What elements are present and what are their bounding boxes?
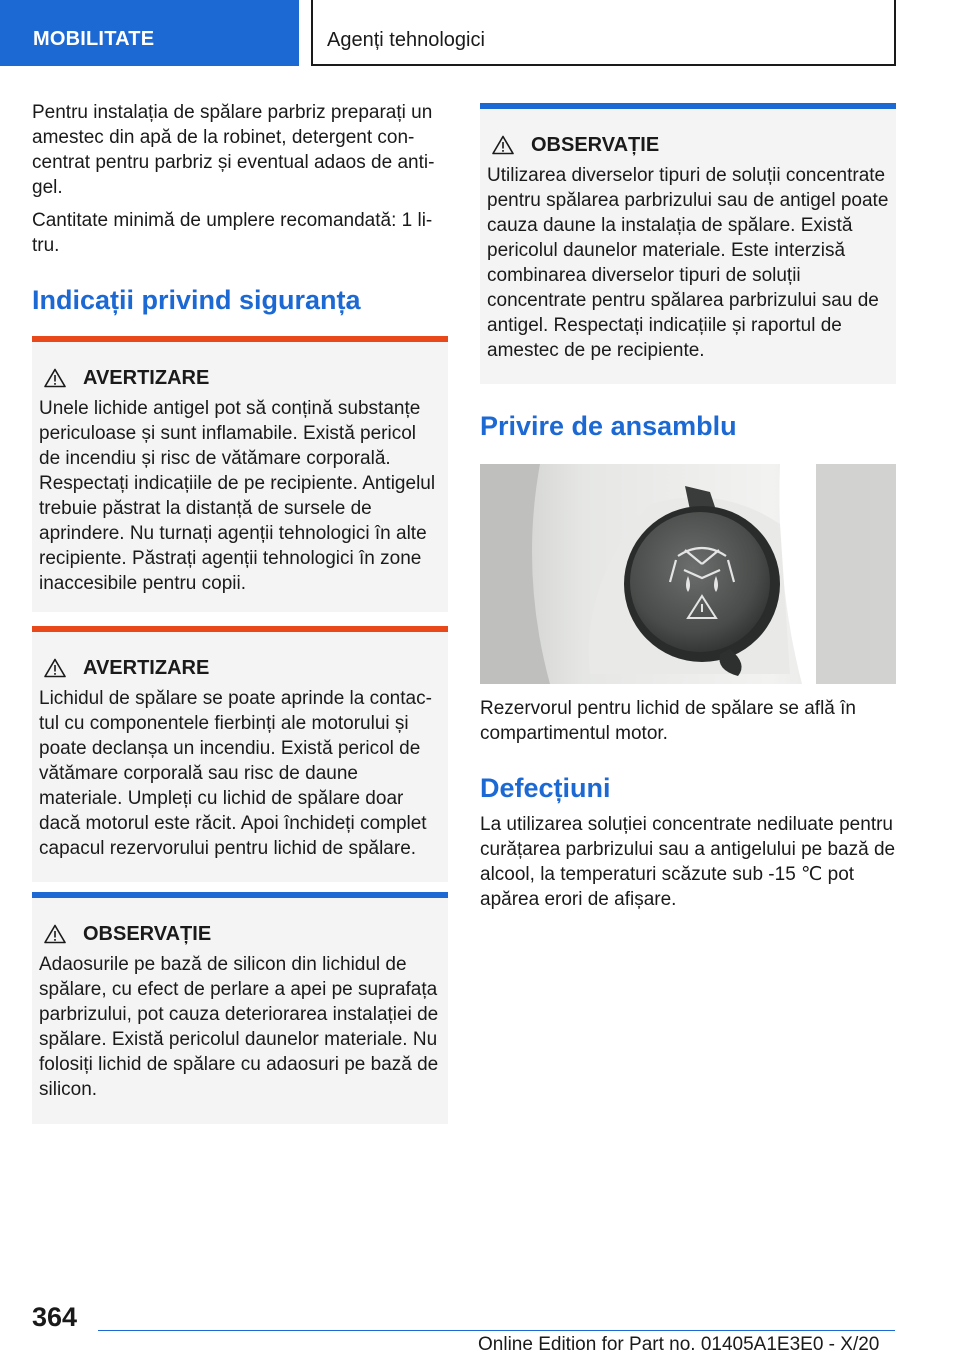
- illustration-caption: Rezervorul pentru lichid de spălare se află în compartimentul motor.: [480, 698, 856, 744]
- warning-triangle-icon: [44, 924, 66, 944]
- edition-label: Online Edition for Part no. 01405A1E3E0 - X/20: [478, 1334, 880, 1355]
- faults-paragraph: La utilizarea soluției concentrate nediluate pentru curățarea parbrizului sau a antigelului pe bază de alcool, la temperaturi scăzute sub -15 ℃ pot apărea erori de afișare.: [480, 814, 896, 910]
- notice-box-concentrate: [480, 103, 896, 384]
- notice-title: OBSERVAȚIE: [39, 922, 441, 946]
- section-title: MOBILITATE: [33, 28, 155, 50]
- chapter-tab: [311, 0, 896, 66]
- notice-body: Adaosurile pe bază de silicon din lichidul de spălare, cu efect de perlare a apei pe suprafața parbrizului, pot cauza deteriorarea instalației de spălare. Există pericolul daunelor materiale. Nu folosiți lichid de spălare cu adaosuri pe bază de silicon.: [39, 954, 439, 1100]
- left-column: [32, 100, 448, 1124]
- page-number: 364: [32, 1302, 78, 1332]
- warning-triangle-icon: [492, 135, 514, 155]
- warning-triangle-icon: [44, 658, 66, 678]
- right-column: [480, 103, 896, 920]
- warning-body: Unele lichide antigel pot să conțină substanțe periculoase și sunt inflamabile. Există pericol de incendiu și risc de vătămare corporală. Respectați indicațiile de pe recipiente. Antigelul trebuie păstrat la distanță de sursele de aprindere. Nu turnați agenții tehnologici în alte recipiente. Păstrați agenții tehnologici în zone inaccesibile pentru copii.: [39, 398, 436, 594]
- overview-heading: Privire de ansamblu: [480, 411, 737, 441]
- notice-body: Utilizarea diverselor tipuri de soluții concentrate pentru spălarea parbrizului sau de antigel poate cauza daune la instalația de spălare. Există pericolul daunelor materiale. Este interzisă combinarea diverselor tipuri de soluții concentrate pentru spălarea parbrizului sau de antigel. Respectați indicațiile și raportul de amestec de pe recipiente.: [487, 165, 889, 361]
- washer-reservoir-cap-illustration: [480, 464, 896, 684]
- intro-paragraph: Pentru instalația de spălare parbriz preparați un amestec din apă de la robinet, detergent concentrat pentru parbriz și eventual adaos de antigel.: [32, 102, 435, 198]
- footer-divider: [98, 1330, 895, 1331]
- notice-title: OBSERVAȚIE: [487, 133, 889, 157]
- washer-cap-image: [480, 464, 896, 684]
- warning-title: AVERTIZARE: [39, 366, 441, 390]
- warning-box-antifreeze: [32, 336, 448, 612]
- faults-heading: Defecțiuni: [480, 773, 611, 803]
- warning-body: Lichidul de spălare se poate aprinde la contactul cu componentele fierbinți ale motorului și poate declanșa un incendiu. Există pericol de vătămare corporală sau risc de daune materiale. Umpleți cu lichid de spălare doar dacă motorul este răcit. Apoi închideți complet capacul rezervorului pentru lichid de spălare.: [39, 688, 432, 859]
- safety-heading: Indicații privind siguranța: [32, 285, 361, 315]
- section-tab: [0, 0, 299, 66]
- warning-triangle-icon: [44, 368, 66, 388]
- warning-title: AVERTIZARE: [39, 656, 441, 680]
- chapter-title: Agenți tehnologici: [327, 29, 485, 51]
- warning-box-flammable: [32, 626, 448, 882]
- notice-box-silicone: [32, 892, 448, 1124]
- fill-quantity-paragraph: Cantitate minimă de umplere recomandată: 1 litru.: [32, 210, 433, 256]
